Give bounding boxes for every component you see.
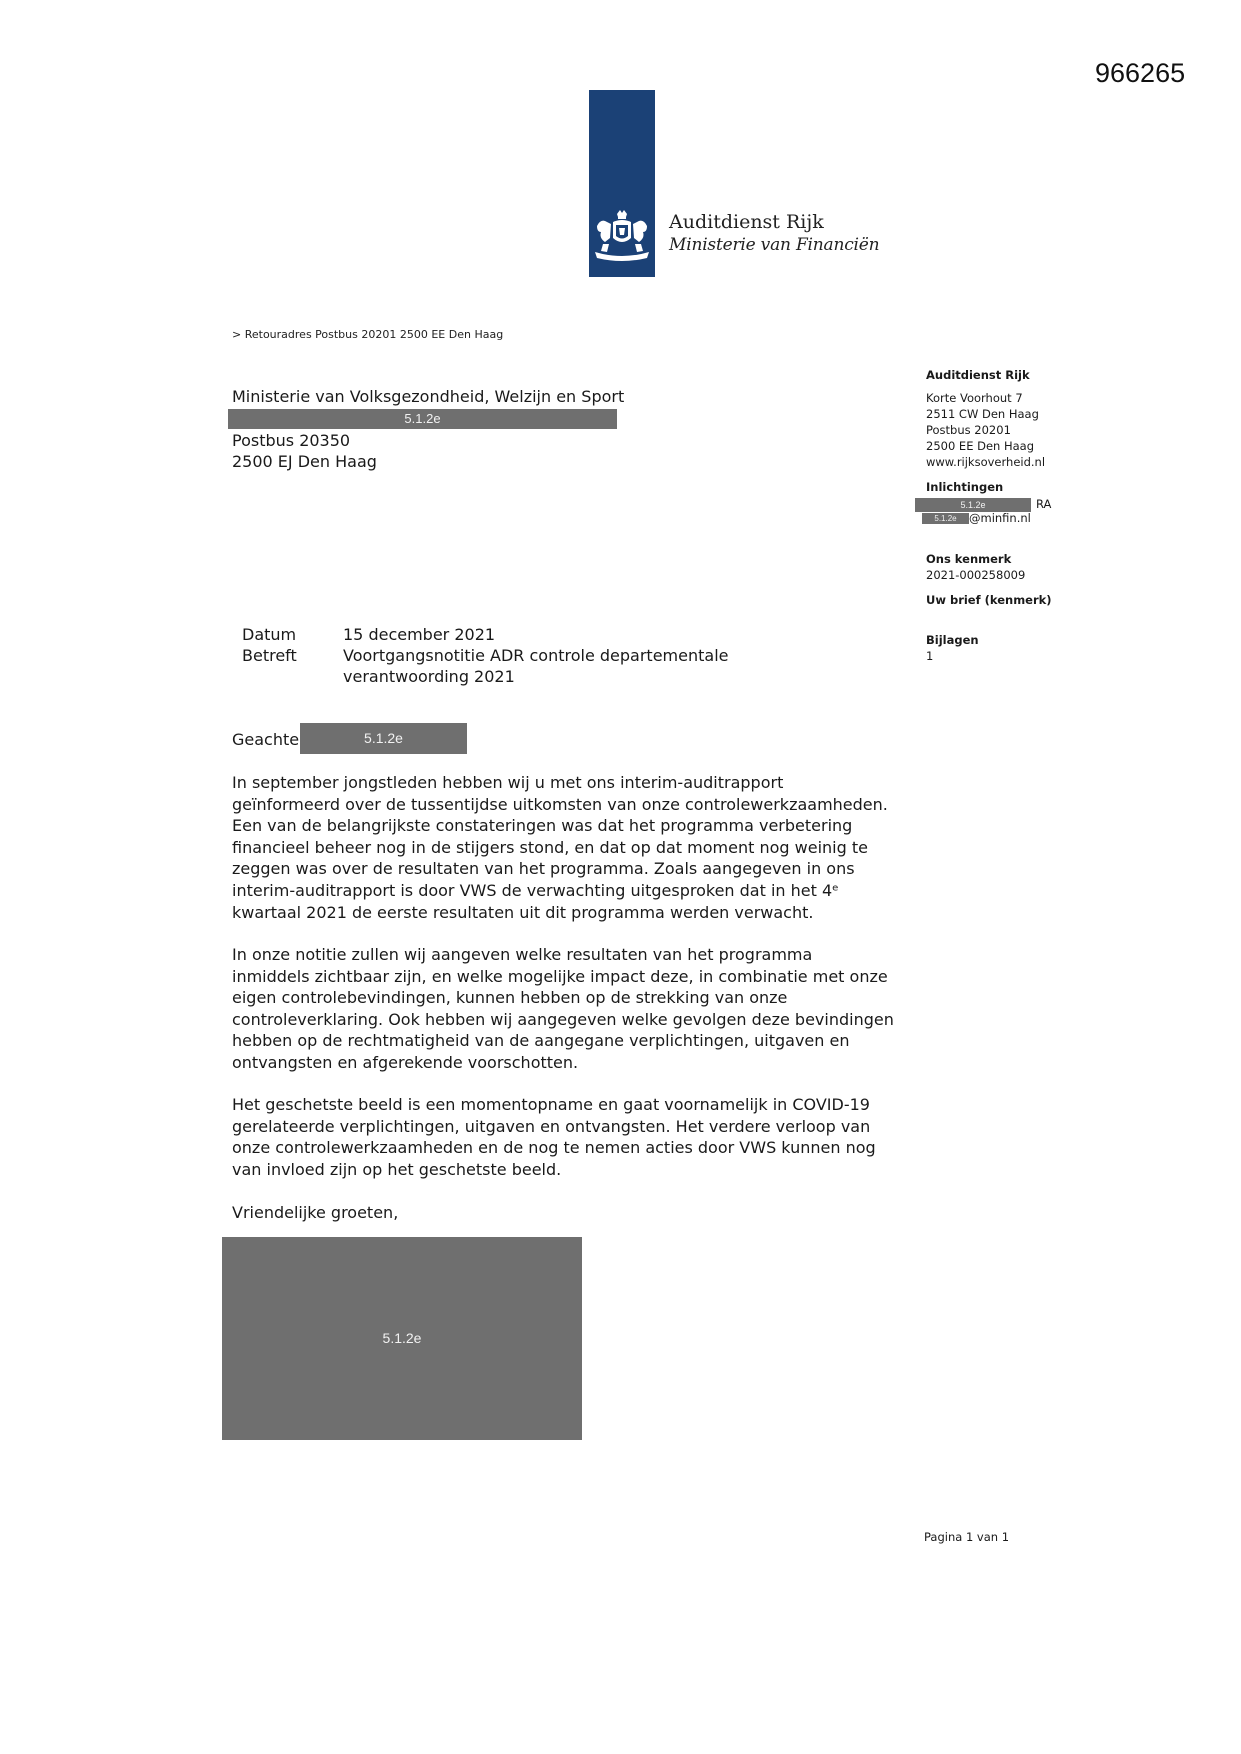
salutation-redaction: 5.1.2e: [300, 723, 467, 754]
sidebar-kenmerk-value: 2021-000258009: [926, 568, 1026, 582]
salutation: Geachte: [232, 730, 300, 749]
coat-of-arms-icon: [591, 208, 653, 268]
sidebar-contact-redaction: 5.1.2e: [915, 498, 1031, 512]
page-footer: Pagina 1 van 1: [924, 1530, 1010, 1544]
recipient-ministry: Ministerie van Volksgezondheid, Welzijn en Sport: [232, 387, 625, 406]
recipient-redaction: 5.1.2e: [228, 409, 617, 429]
datum-label: Datum: [242, 625, 297, 644]
sidebar-address-3: Postbus 20201: [926, 423, 1011, 437]
sidebar-email-suffix: @minfin.nl: [969, 511, 1031, 525]
ministry-name: Ministerie van Financiën: [669, 235, 880, 255]
paragraph-3: Het geschetste beeld is een momentopname en gaat voornamelijk in COVID-19 gerelateerde verplichtingen, uitgaven en ontvangsten. Het verdere verloop van onze controlewerkzaamheden en de nog te nemen acties door VWS kunnen nog van invloed zijn op het geschetste beeld.: [232, 1095, 876, 1179]
sidebar-contact-suffix: RA: [1036, 497, 1052, 511]
betreft-value-line1: Voortgangsnotitie ADR controle departementale: [343, 646, 729, 665]
recipient-city: 2500 EJ Den Haag: [232, 452, 377, 471]
paragraph-2: In onze notitie zullen wij aangeven welke resultaten van het programma inmiddels zichtbaar zijn, en welke mogelijke impact deze, in combinatie met onze eigen controlebevindingen, kunnen hebben op de strekking van onze controleverklaring. Ook hebben wij aangegeven welke gevolgen deze bevindingen hebben op de rechtmatigheid van de aangegane verplichtingen, uitgaven en ontvangsten en afgerekende voorschotten.: [232, 945, 894, 1072]
sidebar-org-heading: Auditdienst Rijk: [926, 368, 1030, 382]
sidebar-bijlagen-value: 1: [926, 649, 934, 663]
sidebar-uw-brief-heading: Uw brief (kenmerk): [926, 593, 1052, 607]
sidebar-address-1: Korte Voorhout 7: [926, 391, 1023, 405]
sidebar-bijlagen-heading: Bijlagen: [926, 633, 979, 647]
sidebar-inlichtingen-heading: Inlichtingen: [926, 480, 1004, 494]
recipient-postbus: Postbus 20350: [232, 431, 351, 450]
organization-name: Auditdienst Rijk: [669, 211, 824, 233]
sidebar-address-2: 2511 CW Den Haag: [926, 407, 1039, 421]
sidebar-kenmerk-heading: Ons kenmerk: [926, 552, 1012, 566]
sidebar-address-4: 2500 EE Den Haag: [926, 439, 1035, 453]
paragraph-1: In september jongstleden hebben wij u met ons interim-auditrapport geïnformeerd over de tussentijdse uitkomsten van onze controlewerkzaamheden. Een van de belangrijkste constateringen was dat het programma verbetering financieel beheer nog in de stijgers stond, en dat op dat moment nog weinig te zeggen was over de resultaten van het programma. Zoals aangegeven in ons interim-auditrapport is door VWS de verwachting uitgesproken dat in het 4ᵉ kwartaal 2021 de eerste resultaten uit dit programma werden verwacht.: [232, 773, 888, 922]
sidebar-website: www.rijksoverheid.nl: [926, 455, 1046, 469]
sidebar-email-redaction: 5.1.2e: [922, 513, 969, 524]
document-number: 966265: [1095, 58, 1186, 88]
betreft-label: Betreft: [242, 646, 297, 665]
betreft-value-line2: verantwoording 2021: [343, 667, 515, 686]
datum-value: 15 december 2021: [343, 625, 496, 644]
return-address: > Retouradres Postbus 20201 2500 EE Den Haag: [232, 328, 504, 341]
signature-redaction: 5.1.2e: [222, 1237, 582, 1440]
closing: Vriendelijke groeten,: [232, 1203, 399, 1222]
